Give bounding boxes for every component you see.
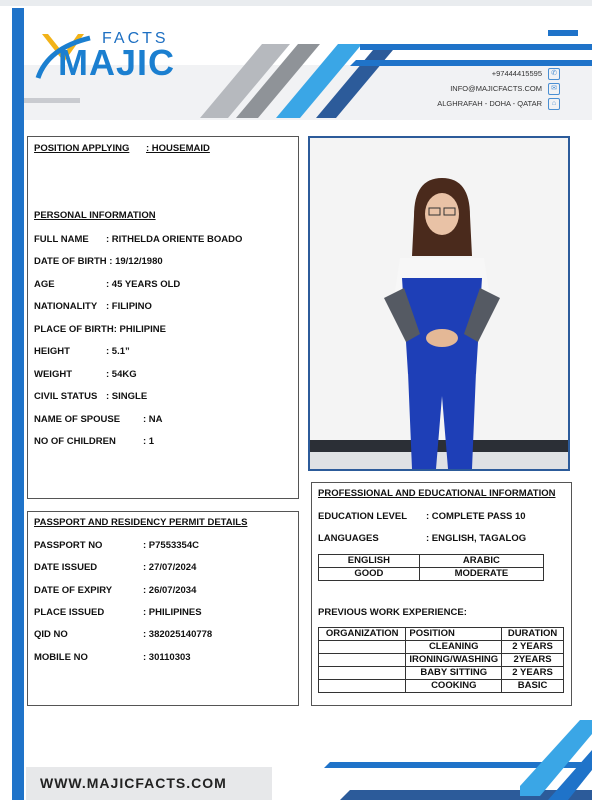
languages-label: LANGUAGES	[318, 533, 379, 544]
age-value: : 45 YEARS OLD	[106, 279, 181, 290]
children-value: : 1	[143, 436, 155, 447]
work-organization-cell	[319, 654, 406, 667]
nationality-value: : FILIPINO	[106, 301, 152, 312]
civil-status-value: : SINGLE	[106, 391, 148, 402]
weight-value: : 54KG	[106, 369, 137, 380]
contact-email: INFO@MAJICFACTS.COM	[450, 84, 542, 93]
stripe-top-line	[360, 44, 592, 50]
passport-no-value: : P7553354C	[143, 540, 199, 551]
date-expiry-label: DATE OF EXPIRY	[34, 585, 113, 596]
lang-arabic-header: ARABIC	[419, 555, 543, 568]
stripe-small	[548, 30, 578, 36]
children-label: NO OF CHILDREN	[34, 436, 116, 447]
civil-status-label: CIVIL STATUS	[34, 391, 98, 402]
mobile-value: : 30110303	[143, 652, 191, 663]
candidate-photo	[308, 136, 570, 471]
candidate-photo-image	[310, 138, 568, 469]
work-organization-cell	[319, 667, 406, 680]
lang-english-header: ENGLISH	[319, 555, 420, 568]
left-accent-bar	[12, 8, 24, 800]
language-table	[318, 554, 544, 581]
work-header-organization: ORGANIZATION	[319, 628, 406, 641]
home-icon: ⌂	[548, 98, 560, 110]
passport-title: PASSPORT AND RESIDENCY PERMIT DETAILS	[34, 517, 248, 528]
qid-value: : 382025140778	[143, 629, 213, 640]
logo-name-text: MAJIC	[58, 42, 176, 83]
mobile-label: MOBILE NO	[34, 652, 88, 663]
education-value: : COMPLETE PASS 10	[426, 511, 526, 522]
logo-facts-text: FACTS	[102, 30, 169, 47]
contact-email-row	[437, 81, 560, 96]
spouse-label: NAME OF SPOUSE	[34, 414, 121, 425]
passport-no-label: PASSPORT NO	[34, 540, 103, 551]
work-position-cell: BABY SITTING	[406, 667, 502, 680]
place-issued-value: : PHILIPINES	[143, 607, 202, 618]
position-value: : HOUSEMAID	[146, 143, 210, 154]
position-label: POSITION APPLYING	[34, 143, 130, 154]
full-name-label: FULL NAME	[34, 234, 89, 245]
date-issued-label: DATE ISSUED	[34, 562, 98, 573]
contact-address: ALGHRAFAH - DOHA - QATAR	[437, 99, 542, 108]
professional-title: PROFESSIONAL AND EDUCATIONAL INFORMATION	[318, 488, 556, 499]
work-experience-title: PREVIOUS WORK EXPERIENCE:	[318, 607, 467, 618]
date-expiry-value: : 26/07/2034	[143, 585, 197, 596]
work-header-duration: DURATION	[502, 628, 564, 641]
language-table-value-row	[319, 568, 544, 581]
full-name-value: : RITHELDA ORIENTE BOADO	[106, 234, 243, 245]
work-organization-cell	[319, 680, 406, 693]
work-duration-cell: 2YEARS	[502, 654, 564, 667]
work-organization-cell	[319, 641, 406, 654]
place-issued-label: PLACE ISSUED	[34, 607, 105, 618]
personal-title: PERSONAL INFORMATION	[34, 210, 156, 221]
height-value: : 5.1”	[106, 346, 130, 357]
lang-arabic-level: MODERATE	[419, 568, 543, 581]
height-label: HEIGHT	[34, 346, 70, 357]
work-position-cell: IRONING/WASHING	[406, 654, 502, 667]
weight-label: WEIGHT	[34, 369, 72, 380]
table-row	[319, 641, 564, 654]
nationality-label: NATIONALITY	[34, 301, 98, 312]
contact-block	[437, 66, 560, 111]
age-label: AGE	[34, 279, 55, 290]
work-position-cell: CLEANING	[406, 641, 502, 654]
footer-stripe-sky	[520, 720, 592, 796]
email-icon: ✉	[548, 83, 560, 95]
qid-label: QID NO	[34, 629, 68, 640]
language-table-header-row	[319, 555, 544, 568]
contact-phone-row	[437, 66, 560, 81]
work-duration-cell: 2 YEARS	[502, 667, 564, 680]
table-row	[319, 680, 564, 693]
footer-stripes	[300, 716, 592, 800]
spouse-value: : NA	[143, 414, 163, 425]
contact-address-row	[437, 96, 560, 111]
work-table	[318, 627, 564, 693]
company-logo	[34, 24, 184, 94]
place-of-birth-label: PLACE OF BIRTH: PHILIPINE	[34, 324, 166, 335]
phone-icon: ✆	[548, 68, 560, 80]
work-header-position: POSITION	[406, 628, 502, 641]
languages-value: : ENGLISH, TAGALOG	[426, 533, 527, 544]
work-table-header-row	[319, 628, 564, 641]
work-duration-cell: BASIC	[502, 680, 564, 693]
lang-english-level: GOOD	[319, 568, 420, 581]
education-label: EDUCATION LEVEL	[318, 511, 408, 522]
contact-phone: +97444415595	[491, 69, 542, 78]
table-row	[319, 667, 564, 680]
dob-label: DATE OF BIRTH : 19/12/1980	[34, 256, 163, 267]
work-position-cell: COOKING	[406, 680, 502, 693]
date-issued-value: : 27/07/2024	[143, 562, 197, 573]
table-row	[319, 654, 564, 667]
website-text: WWW.MAJICFACTS.COM	[40, 775, 227, 791]
work-duration-cell: 2 YEARS	[502, 641, 564, 654]
